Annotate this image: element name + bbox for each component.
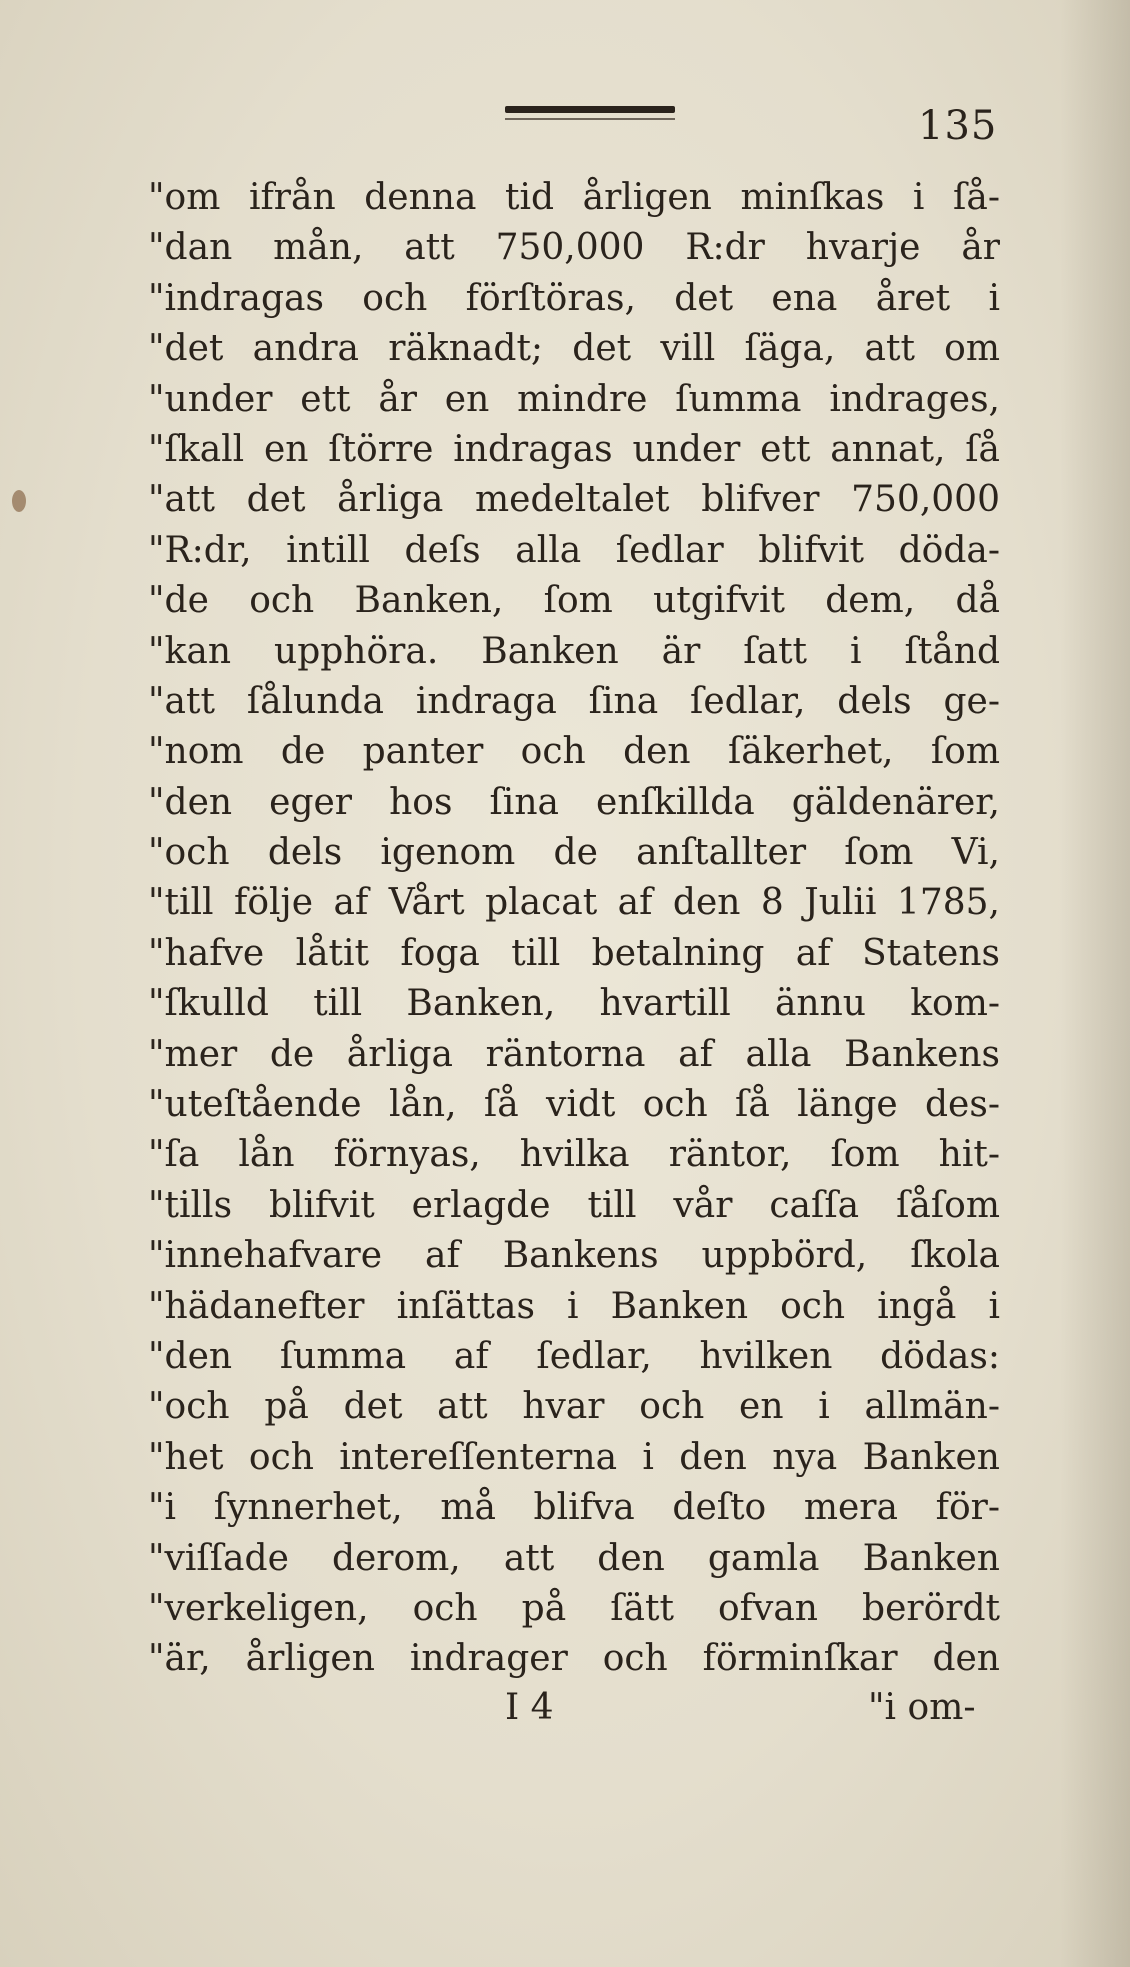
text-line: "innehafvare af Bankens uppbörd, ſkola [148, 1235, 1000, 1277]
text-line: "kan upphöra. Banken är ſatt i ſtånd [148, 630, 1000, 672]
text-line: "i ſynnerhet, må blifva deſto mera för- [148, 1487, 1000, 1529]
text-line: "de och Banken, ſom utgifvit dem, då [148, 580, 1000, 622]
text-line: "under ett år en mindre ſumma indrages, [148, 378, 1000, 420]
text-line: "ſkall en ſtörre indragas under ett annat, ſå [148, 428, 1000, 470]
text-line: "indragas och förſtöras, det ena året i [148, 277, 1000, 319]
text-line: "till följe af Vårt placat af den 8 Julii 1785, [148, 882, 1000, 924]
text-line: "uteſtående lån, ſå vidt och ſå länge des- [148, 1084, 1000, 1126]
text-line: "viſſade derom, att den gamla Banken [148, 1537, 1000, 1579]
page-number: 135 [918, 103, 998, 149]
text-line: "och på det att hvar och en i allmän- [148, 1386, 1000, 1428]
text-line: "att ſålunda indraga ſina ſedlar, dels ge- [148, 680, 1000, 722]
text-line: "ſa lån förnyas, hvilka räntor, ſom hit- [148, 1134, 1000, 1176]
text-line: "det andra räknadt; det vill ſäga, att om [148, 328, 1000, 370]
header-rule [505, 106, 675, 113]
text-line: "och dels igenom de anſtallter ſom Vi, [148, 832, 1000, 874]
page-header [0, 96, 1130, 156]
text-line: "dan mån, att 750,000 R:dr hvarje år [148, 227, 1000, 269]
signature-mark: I 4 [505, 1687, 554, 1728]
text-line: "är, årligen indrager och förminſkar den [148, 1638, 1000, 1680]
text-line: "hafve låtit foga till betalning af Statens [148, 932, 1000, 974]
text-line: "hädanefter inſättas i Banken och ingå i [148, 1285, 1000, 1327]
ink-spot [12, 490, 26, 512]
text-line: "den ſumma af ſedlar, hvilken dödas: [148, 1335, 1000, 1377]
text-line: "het och intereſſenterna i den nya Banken [148, 1436, 1000, 1478]
body-text [148, 173, 1000, 1685]
header-rule-thin [505, 118, 675, 120]
text-line: "R:dr, intill deſs alla ſedlar blifvit döda- [148, 529, 1000, 571]
text-line: "ſkulld till Banken, hvartill ännu kom- [148, 983, 1000, 1025]
page-footer [0, 1683, 1130, 1739]
text-line: "tills blifvit erlagde till vår caſſa ſåſom [148, 1184, 1000, 1226]
text-line: "den eger hos ſina enſkillda gäldenärer, [148, 781, 1000, 823]
page-edge-shadow [1060, 0, 1130, 1967]
text-line: "verkeligen, och på ſätt ofvan berördt [148, 1587, 1000, 1629]
text-line: "mer de årliga räntorna af alla Bankens [148, 1033, 1000, 1075]
text-line: "om ifrån denna tid årligen minſkas i ſå- [148, 177, 1000, 218]
text-line: "nom de panter och den ſäkerhet, ſom [148, 731, 1000, 773]
catchword: "i om- [868, 1687, 976, 1728]
text-line: "att det årliga medeltalet blifver 750,000 [148, 479, 1000, 521]
